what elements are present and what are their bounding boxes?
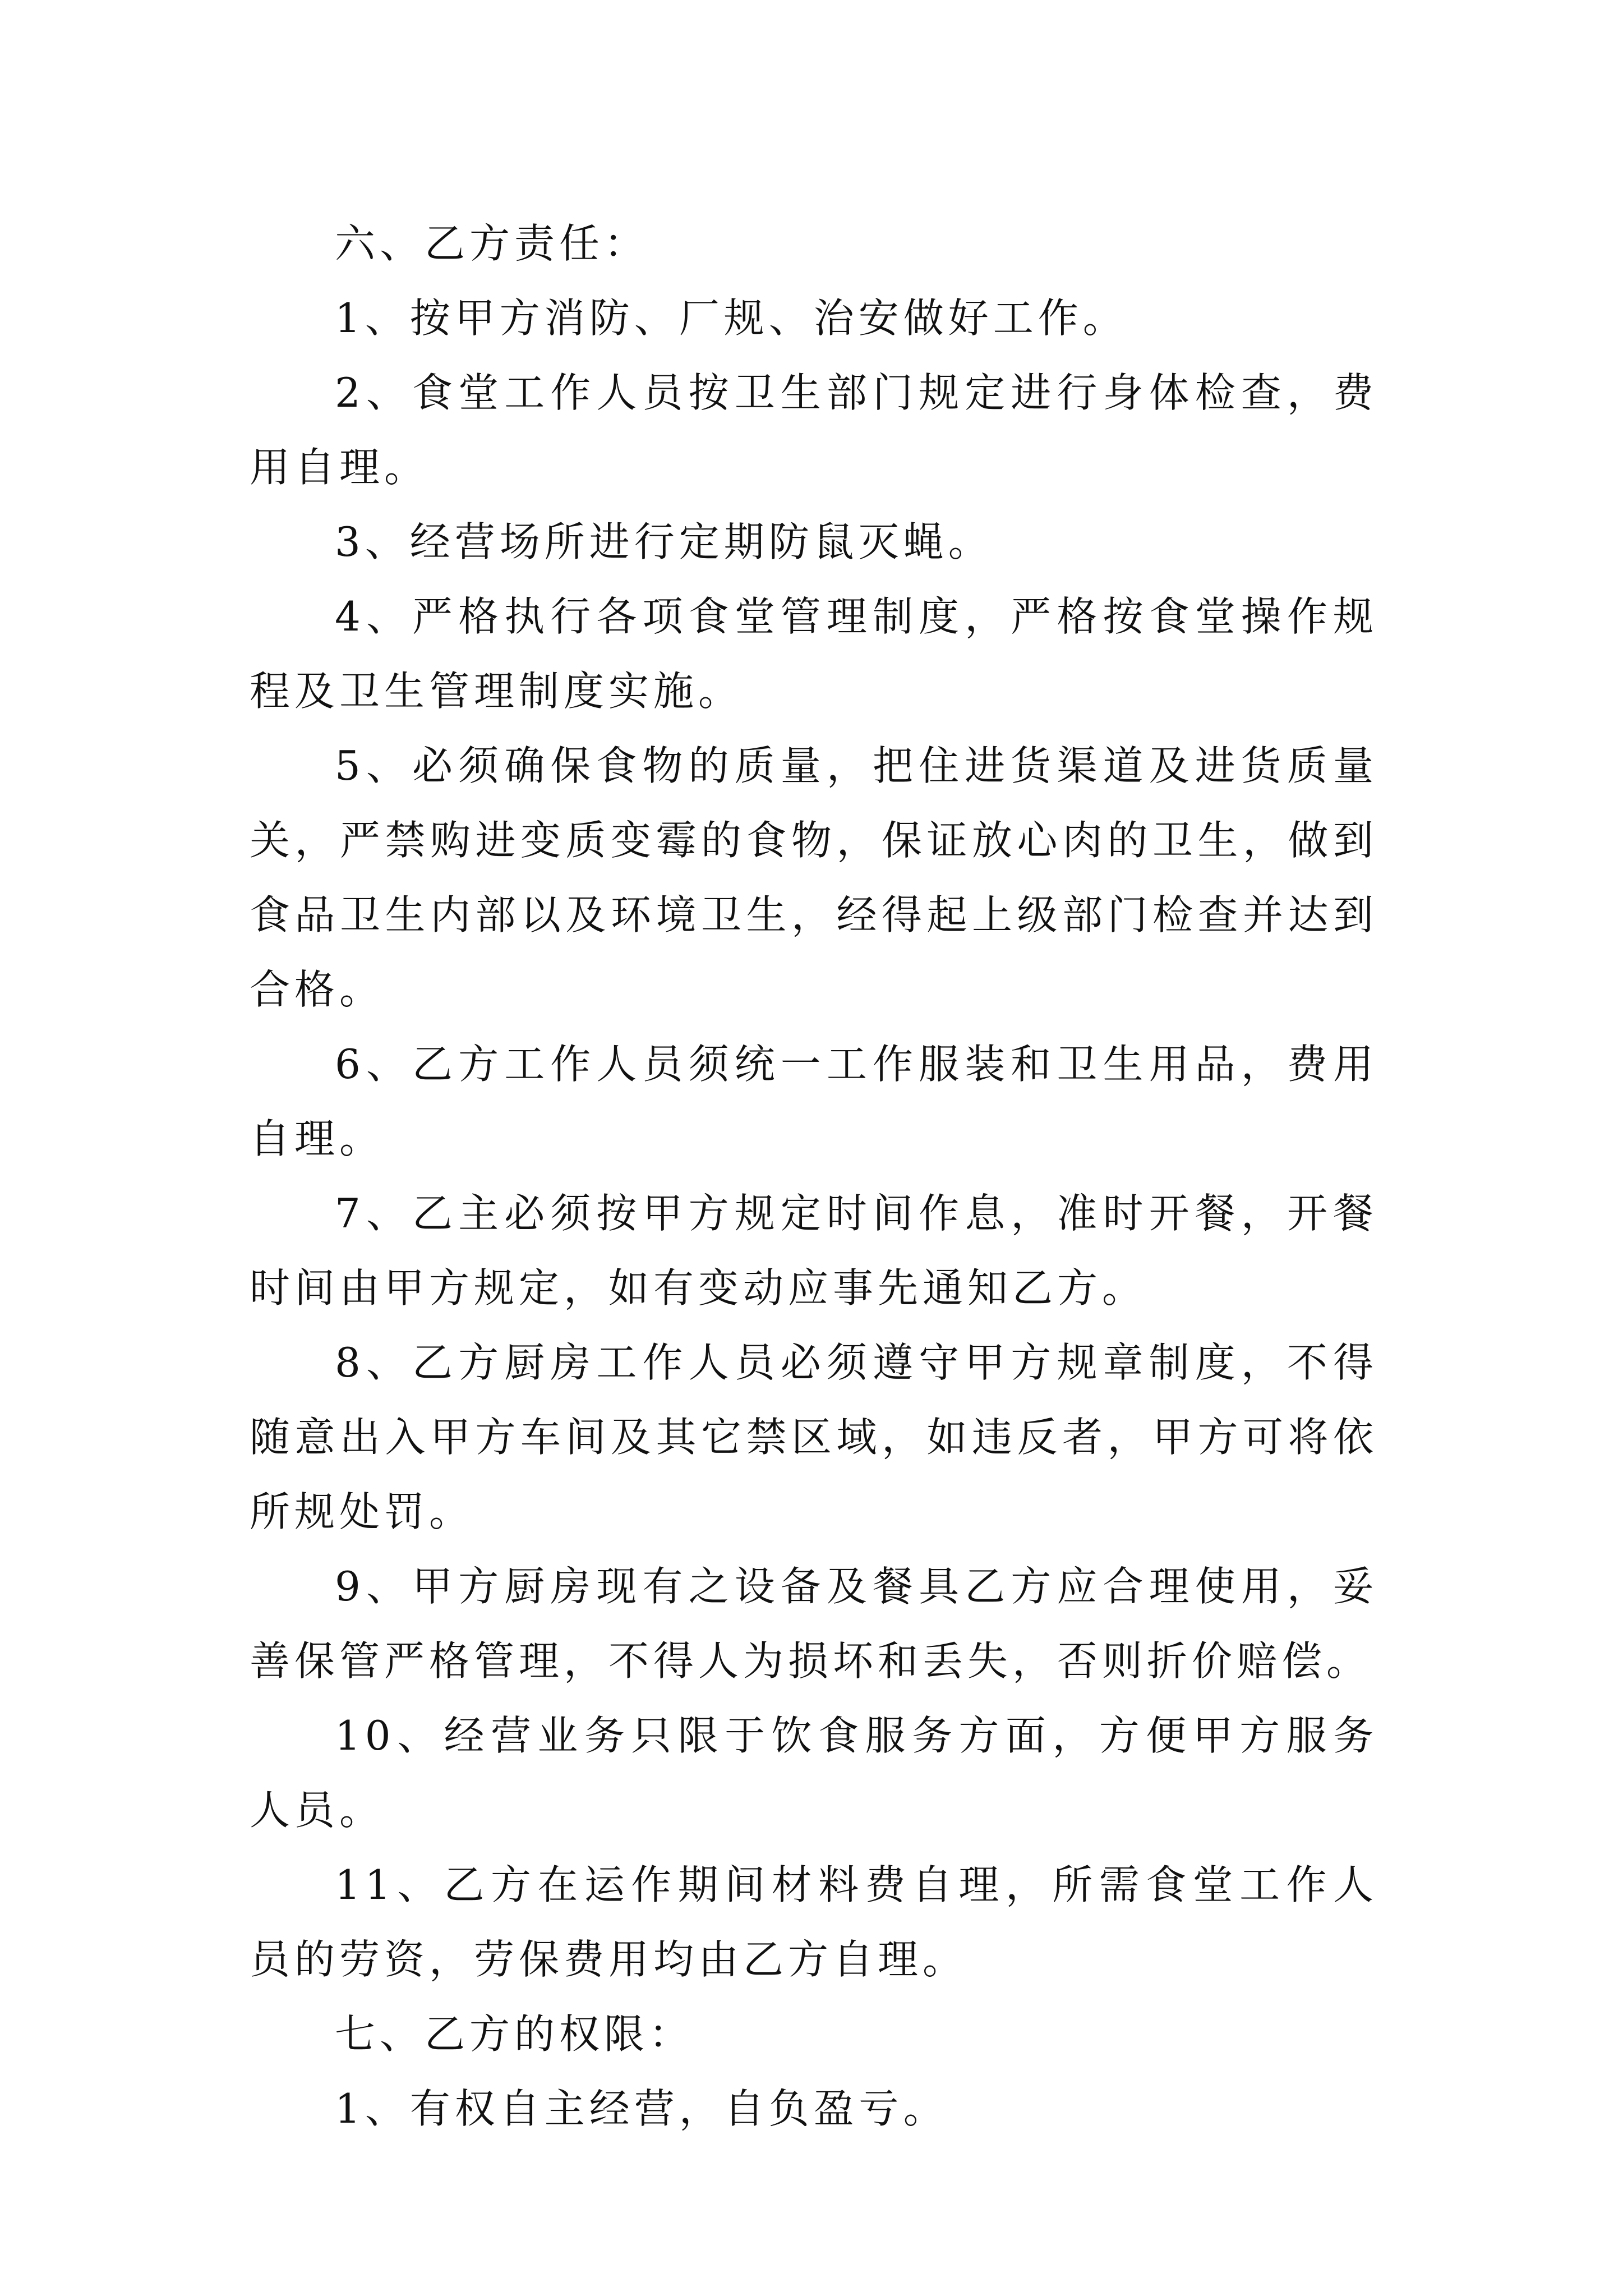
section-heading-7: 七、乙方的权限： [335, 2010, 694, 2058]
paragraph-6-7: 7、乙主必须按甲方规定时间作息，准时开餐，开餐时间由甲方规定，如有变动应事先通知乙方。 [250, 1190, 1378, 1312]
paragraph-6-4: 4、严格执行各项食堂管理制度，严格按食堂操作规程及卫生管理制度实施。 [250, 593, 1378, 715]
document-body [250, 206, 1378, 2146]
paragraph-6-5: 5、必须确保食物的质量，把住进货渠道及进货质量关，严禁购进变质变霉的食物，保证放心肉的卫生，做到食品卫生内部以及环境卫生，经得起上级部门检查并达到合格。 [250, 742, 1378, 1013]
paragraph-6-8: 8、乙方厨房工作人员必须遵守甲方规章制度，不得随意出入甲方车间及其它禁区域，如违反者，甲方可将依所规处罚。 [250, 1339, 1378, 1535]
paragraph-6-1: 1、按甲方消防、厂规、治安做好工作。 [335, 295, 1128, 342]
paragraph-7-1: 1、有权自主经营，自负盈亏。 [335, 2085, 948, 2132]
section-heading-6: 六、乙方责任： [335, 220, 649, 267]
paragraph-6-10: 10、经营业务只限于饮食服务方面，方便甲方服务人员。 [250, 1712, 1378, 1834]
paragraph-6-9: 9、甲方厨房现有之设备及餐具乙方应合理使用，妥善保管严格管理，不得人为损坏和丢失，否则折价赔偿。 [250, 1563, 1378, 1685]
paragraph-6-2: 2、食堂工作人员按卫生部门规定进行身体检查，费用自理。 [250, 369, 1378, 491]
paragraph-6-6: 6、乙方工作人员须统一工作服装和卫生用品，费用自理。 [250, 1041, 1378, 1162]
paragraph-6-11: 11、乙方在运作期间材料费自理，所需食堂工作人员的劳资，劳保费用均由乙方自理。 [250, 1861, 1378, 1983]
paragraph-6-3: 3、经营场所进行定期防鼠灭蝇。 [335, 518, 993, 565]
